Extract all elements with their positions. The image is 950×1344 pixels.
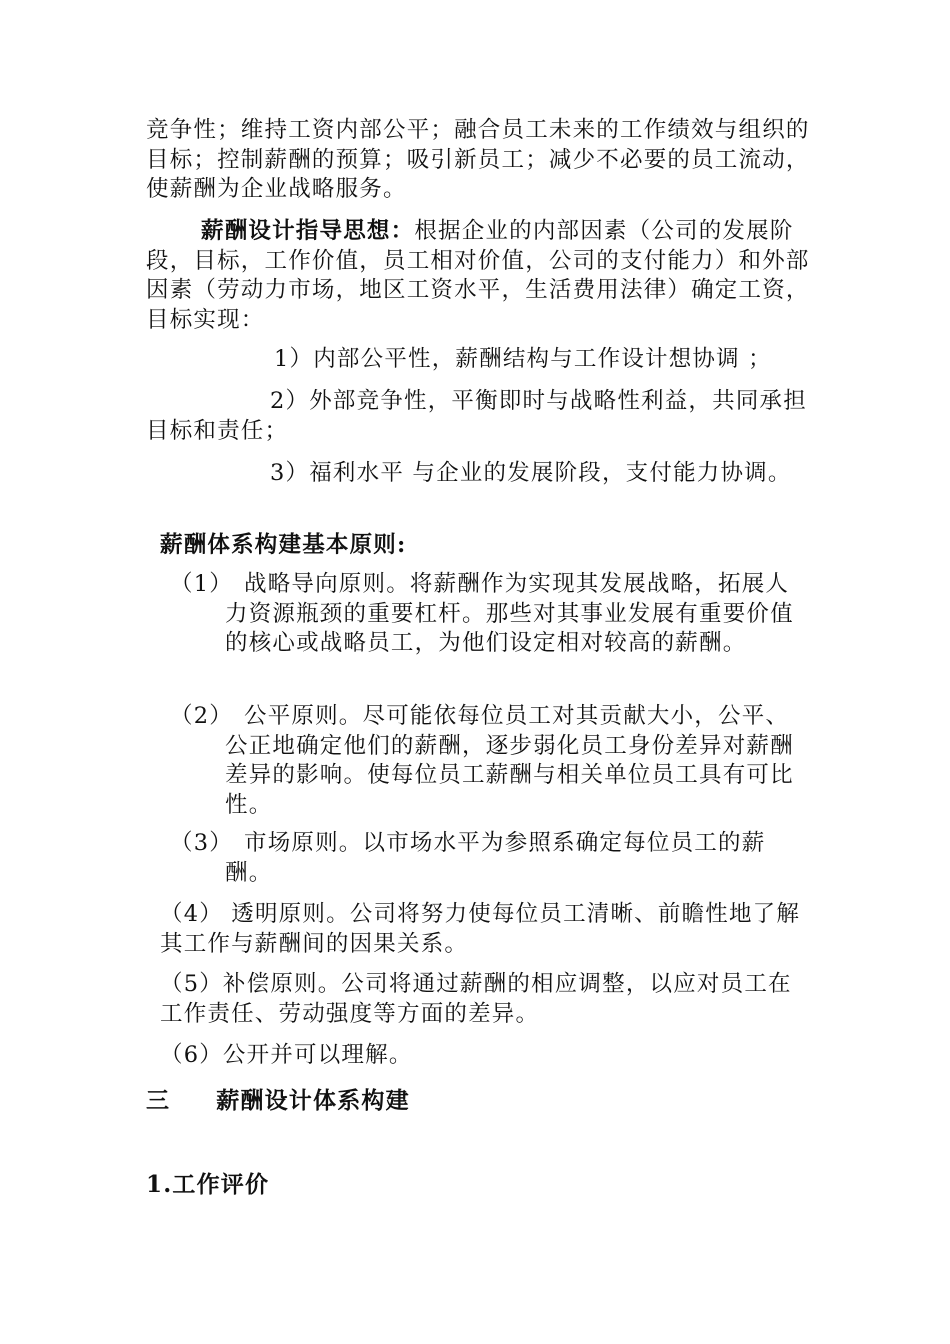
section-title: 薪酬设计体系构建 bbox=[216, 1087, 410, 1114]
intro-paragraph: 竞争性；维持工资内部公平；融合员工未来的工作绩效与组织的目标；控制薪酬的预算；吸引新员工；减少不必要的员工流动，使薪酬为企业战略服务。 bbox=[146, 117, 810, 202]
principle-item-1 bbox=[170, 570, 810, 659]
principle-text: 市场原则。以市场水平为参照系确定每位员工的薪酬。 bbox=[225, 830, 766, 886]
guide-paragraph bbox=[146, 217, 810, 335]
section-heading bbox=[146, 1082, 410, 1115]
principle-item-5: （5）补偿原则。公司将通过薪酬的相应调整，以应对员工在工作责任、劳动强度等方面的差异。 bbox=[160, 971, 792, 1027]
goal-1: 1）内部公平性，薪酬结构与工作设计想协调 ； bbox=[274, 346, 772, 372]
principle-text: 公平原则。尽可能依每位员工对其贡献大小，公平、公正地确定他们的薪酬，逐步弱化员工身份差异对薪酬差异的影响。使每位员工薪酬与相关单位员工具有可比性。 bbox=[225, 703, 794, 818]
principle-item-4: （4） 透明原则。公司将努力使每位员工清晰、前瞻性地了解其工作与薪酬间的因果关系。 bbox=[160, 901, 801, 957]
principle-item-3 bbox=[170, 829, 810, 888]
section-number: 三 bbox=[146, 1087, 171, 1114]
goal-2: 2）外部竞争性，平衡即时与战略性利益，共同承担目标和责任； bbox=[146, 388, 807, 444]
guide-text: 根据企业的内部因素（公司的发展阶段，目标，工作价值，员工相对价值，公司的支付能力）和外部因素（劳动力市场，地区工资水平，生活费用法律）确定工资，目标实现： bbox=[146, 218, 810, 333]
subsection-heading: 1.工作评价 bbox=[146, 1171, 270, 1198]
principle-item-2 bbox=[170, 702, 810, 820]
principle-number: （3） bbox=[170, 830, 233, 856]
principle-number: （1） bbox=[170, 571, 233, 597]
goal-3: 3）福利水平 与企业的发展阶段，支付能力协调。 bbox=[270, 460, 792, 486]
principles-title: 薪酬体系构建基本原则: bbox=[160, 532, 407, 558]
principle-item-6: （6）公开并可以理解。 bbox=[160, 1042, 413, 1068]
principle-text: 战略导向原则。将薪酬作为实现其发展战略，拓展人力资源瓶颈的重要杠杆。那些对其事业发展有重要价值的核心或战略员工，为他们设定相对较高的薪酬。 bbox=[225, 571, 794, 656]
guide-label: 薪酬设计指导思想： bbox=[201, 218, 415, 244]
principle-number: （2） bbox=[170, 703, 233, 729]
